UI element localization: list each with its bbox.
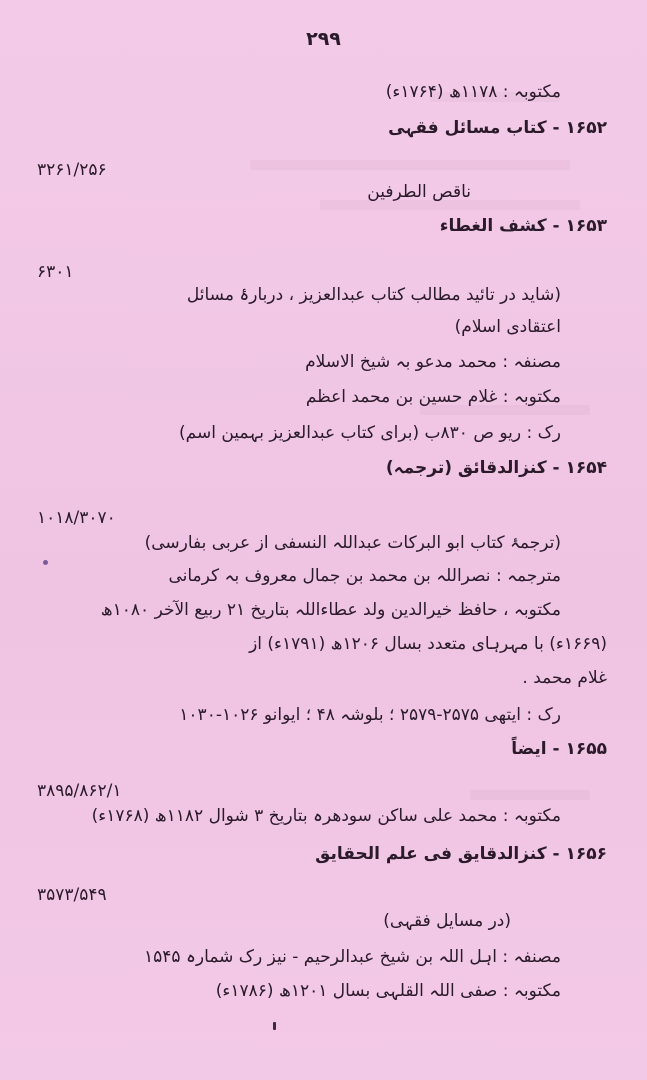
print-speck bbox=[43, 560, 48, 565]
text-line: رک : ریو ص ۸۳۰ب (برای کتاب عبدالعزیز بہمین اسم) bbox=[179, 423, 561, 443]
text-line: اعتقادی اسلام) bbox=[454, 317, 561, 337]
show-through-text bbox=[250, 160, 570, 170]
text-line: ناقص الطرفین bbox=[367, 182, 471, 202]
page-number: ۲۹۹ bbox=[306, 28, 341, 50]
text-line: (۱۶۶۹ء) با مہرہای متعدد بسال ۱۲۰۶ھ (۱۷۹۱ء) از bbox=[249, 634, 607, 654]
text-line: مکتوبہ : صفی اللہ القلہی بسال ۱۲۰۱ھ (۱۷۸۶ء) bbox=[215, 981, 561, 1001]
reference-number: ۳۲۶۱/۲۵۶ bbox=[37, 160, 107, 180]
text-line: مکتوبہ ، حافظ خیرالدین ولد عطاءاللہ بتاریخ ۲۱ ربیع الآخر ۱۰۸۰ھ bbox=[100, 600, 561, 620]
text-line: مصنفہ : اہل اللہ بن شیخ عبدالرحیم - نیز رک شمارہ ۱۵۴۵ bbox=[144, 947, 561, 967]
text-line: (در مسایل فقہی) bbox=[383, 911, 511, 931]
show-through-text bbox=[470, 790, 590, 800]
text-line: مکتوبہ : محمد علی ساکن سودھرہ بتاریخ ۳ شوال ۱۱۸۲ھ (۱۷۶۸ء) bbox=[91, 806, 561, 826]
reference-number: ۶۳۰۱ bbox=[37, 262, 74, 282]
text-line: مکتوبہ : غلام حسین بن محمد اعظم bbox=[305, 387, 561, 407]
text-line: (شاید در تائید مطالب کتاب عبدالعزیز ، دربارۂ مسائل bbox=[186, 285, 561, 305]
text-line: غلام محمد . bbox=[522, 668, 607, 688]
entry-heading: ۱۶۵۴ - کنزالدقائق (ترجمہ) bbox=[385, 458, 607, 478]
text-line: مصنفہ : محمد مدعو بہ شیخ الاسلام bbox=[305, 352, 561, 372]
entry-heading: ۱۶۵۶ - کنزالدقایق فی علم الحقایق bbox=[315, 844, 607, 864]
entry-heading: ۱۶۵۳ - کشف الغطاء bbox=[439, 216, 607, 236]
print-speck bbox=[273, 1022, 276, 1030]
text-line: مکتوبہ : ۱۱۷۸ھ (۱۷۶۴ء) bbox=[385, 82, 561, 102]
reference-number: ۳۵۷۳/۵۴۹ bbox=[37, 885, 107, 905]
text-line: رک : ایتھی ۲۵۷۵-۲۵۷۹ ؛ بلوشہ ۴۸ ؛ ایوانو ۱۰۲۶-۱۰۳۰ bbox=[179, 705, 561, 725]
reference-number: ۱۰۱۸/۳۰۷۰ bbox=[37, 508, 116, 528]
text-line: (ترجمۂ کتاب ابو البرکات عبداللہ النسفی از عربی بفارسی) bbox=[144, 533, 561, 553]
text-line: مترجمہ : نصراللہ بن محمد بن جمال معروف بہ کرمانی bbox=[168, 566, 561, 586]
entry-heading: ۱۶۵۵ - ایضاً bbox=[511, 739, 607, 759]
entry-heading: ۱۶۵۲ - کتاب مسائل فقہی bbox=[388, 118, 607, 138]
reference-number: ۳۸۹۵/۸۶۲/۱ bbox=[37, 781, 122, 801]
